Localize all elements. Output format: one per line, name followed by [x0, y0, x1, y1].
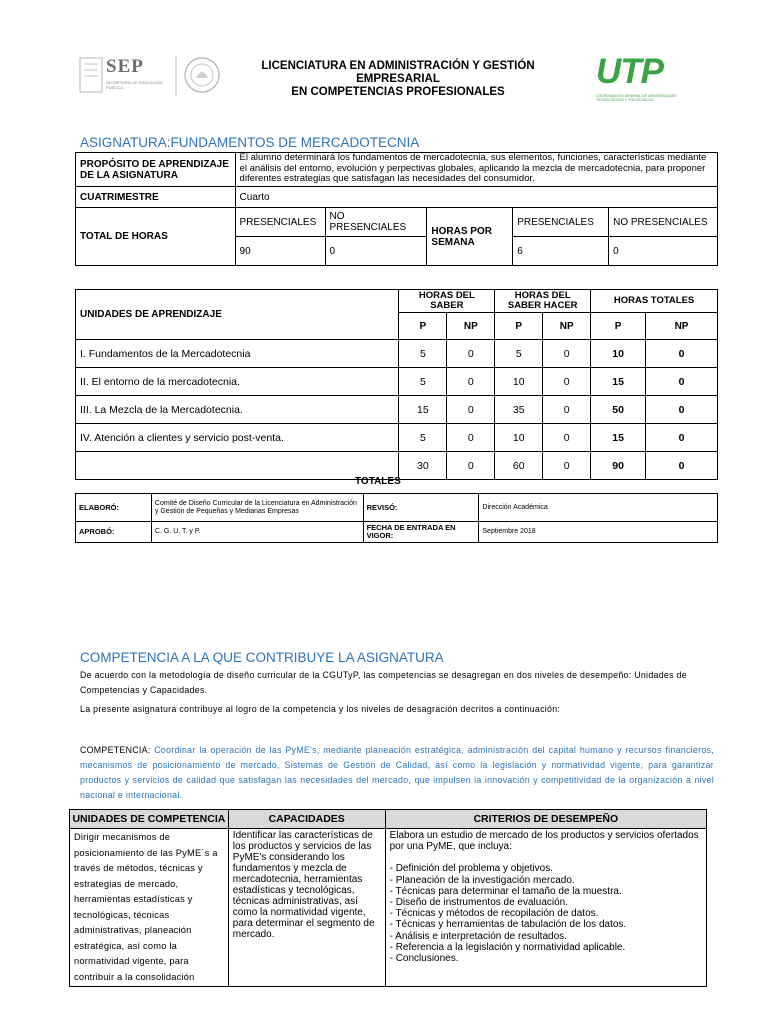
criterios-intro: Elabora un estudio de mercado de los productos y servicios ofertados por una PyME, que incluya:: [389, 830, 699, 853]
mexico-coat-of-arms-icon: [174, 52, 224, 98]
competencia-paragraph-2: La presente asignatura contribuye al logro de la competencia y los niveles de desagración decritos a continuación:: [80, 704, 561, 714]
sep-logo-subtext: SECRETARÍA DE EDUCACIÓN PÚBLICA: [106, 80, 163, 90]
unit-total-p: 10: [591, 340, 646, 368]
competencia-block: [80, 743, 714, 803]
unit-name: III. La Mezcla de la Mercadotecnia.: [76, 396, 399, 424]
unit-total-p: 50: [591, 396, 646, 424]
list-item: - Definición del problema y objetivos.: [389, 863, 554, 875]
list-item: - Conclusiones.: [389, 953, 459, 965]
unit-hacer-p: 10: [495, 368, 543, 396]
asignatura-info-table: [75, 152, 718, 266]
hacer-p-header: P: [495, 313, 543, 340]
list-item: - Técnicas para determinar el tamaño de la muestra.: [389, 885, 622, 897]
approval-table: [75, 493, 718, 543]
capacidades-header: CAPACIDADES: [228, 810, 385, 829]
horas-saber-hacer-header: HORAS DEL SABER HACER: [495, 290, 591, 313]
unit-hacer-np: 0: [543, 424, 591, 452]
total-saber-p: 30: [399, 452, 447, 480]
saber-p-header: P: [399, 313, 447, 340]
unit-name: IV. Atención a clientes y servicio post-venta.: [76, 424, 399, 452]
unit-hacer-p: 5: [495, 340, 543, 368]
fecha-value: Septiembre 2018: [479, 522, 718, 543]
semana-presenciales-label: PRESENCIALES: [513, 208, 609, 237]
elaboro-label: ELABORÓ:: [76, 494, 152, 522]
unit-total-p: 15: [591, 424, 646, 452]
unit-saber-p: 5: [399, 368, 447, 396]
unit-saber-np: 0: [447, 396, 495, 424]
capacidades-table: [69, 809, 707, 987]
competencia-paragraph-1: De acuerdo con la metodología de diseño curricular de la CGUTyP, las competencias se desagregan en dos niveles de desempeño: Unidades de Competencias y Capacidades.: [80, 670, 687, 695]
reviso-label: REVISÓ:: [363, 494, 479, 522]
totals-empty-cell: [76, 452, 399, 480]
semana-presenciales-value: 6: [513, 237, 609, 266]
competencia-label: COMPETENCIA:: [80, 745, 151, 755]
unit-hacer-np: 0: [543, 368, 591, 396]
unit-hacer-p: 35: [495, 396, 543, 424]
total-total-np: 0: [646, 452, 718, 480]
elaboro-value: Comité de Diseño Curricular de la Licenciatura en Administración y Gestión de Pequeñas y Medianas Empresas: [151, 494, 363, 522]
utp-logo-subtext: COORDINACIÓN GENERAL DE UNIVERSIDADES TECNOLÓGICAS Y POLITÉCNICAS: [596, 94, 677, 102]
sep-logo: [78, 52, 228, 100]
unit-saber-p: 5: [399, 340, 447, 368]
unit-total-np: 0: [646, 368, 718, 396]
header-title-line-1: LICENCIATURA EN ADMINISTRACIÓN Y GESTIÓN: [261, 60, 535, 72]
utp-logo-text: UTP: [596, 52, 663, 91]
cuatrimestre-value: Cuarto: [235, 187, 717, 208]
asignatura-title: ASIGNATURA:FUNDAMENTOS DE MERCADOTECNIA: [80, 135, 420, 150]
semana-no-presenciales-value: 0: [609, 237, 718, 266]
unit-saber-p: 15: [399, 396, 447, 424]
total-hacer-np: 0: [543, 452, 591, 480]
reviso-value: Dirección Académica: [479, 494, 718, 522]
unit-hacer-np: 0: [543, 340, 591, 368]
unidades-header: UNIDADES DE APRENDIZAJE: [76, 290, 399, 340]
presenciales-value: 90: [235, 237, 325, 266]
unidad-competencia-cell: Dirigir mecanismos de posicionamiento de las PyME`s a través de métodos, técnicas y estrategias de mercado, herramientas estadísticas y tecnológicas, técnicas administrativas, planeación estratégica, así como la normatividad vigente, para contribuir a la consolidación: [70, 829, 229, 987]
list-item: - Referencia a la legislación y normatividad aplicable.: [389, 941, 626, 953]
proposito-label: PROPÓSITO DE APRENDIZAJE DE LA ASIGNATURA: [76, 153, 236, 187]
list-item: - Planeación de la investigación mercado.: [389, 874, 575, 886]
competencia-title: COMPETENCIA A LA QUE CONTRIBUYE LA ASIGNATURA: [80, 650, 444, 665]
totales-label: TOTALES: [355, 476, 401, 487]
unit-saber-np: 0: [447, 368, 495, 396]
saber-np-header: NP: [447, 313, 495, 340]
unit-total-p: 15: [591, 368, 646, 396]
presenciales-label: PRESENCIALES: [235, 208, 325, 237]
table-row: [76, 368, 718, 396]
fecha-label: FECHA DE ENTRADA EN VIGOR:: [363, 522, 479, 543]
horas-totales-header: HORAS TOTALES: [591, 290, 718, 313]
unit-saber-np: 0: [447, 340, 495, 368]
proposito-value: El alumno determinará los fundamentos de mercadotecnia, sus elementos, funciones, características mediante el análisis del entorno, evolución y perpectivas globales, aplicando la mezcla de mercadotecnia, para proponer diferentes estrategias que satisfagan las necesidades del consumidor.: [235, 153, 717, 187]
unit-total-np: 0: [646, 340, 718, 368]
unit-name: II. El entorno de la mercadotecnia.: [76, 368, 399, 396]
unit-hacer-p: 10: [495, 424, 543, 452]
list-item: - Técnicas y herramientas de tabulación de los datos.: [389, 919, 627, 931]
utp-logo: [590, 52, 686, 104]
cuatrimestre-label: CUATRIMESTRE: [76, 187, 236, 208]
sep-emblem-icon: [78, 56, 104, 96]
table-row: [76, 424, 718, 452]
list-item: - Análisis e interpretación de resultados.: [389, 930, 567, 942]
criterios-header: CRITERIOS DE DESEMPEÑO: [385, 810, 706, 829]
capacidad-cell: Identificar las características de los productos y servicios de las PyME's considerando los fundamentos y mezcla de mercadotecnia, herramientas estadísticas y tecnológicas, técnicas administrativas, así como la normatividad vigente, para determinar el segmento de mercado.: [228, 829, 385, 987]
unit-hacer-np: 0: [543, 396, 591, 424]
unidades-table: [75, 289, 718, 480]
total-horas-label: TOTAL DE HORAS: [76, 208, 236, 266]
competencia-text: Coordinar la operación de las PyME's, mediante planeación estratégica, administración del capital humano y recursos financieros, mecanismos de posicionamiento de mercado, Sistemas de Gestión de Calidad, así como la legislación y normatividad vigente, para garantizar productos y servicios de calidad que satisfagan las necesidades del mercado, que impulsen la innovación y competitividad de la organización a nivel nacional e internacional.: [80, 745, 714, 800]
unidades-competencia-header: UNIDADES DE COMPETENCIA: [70, 810, 229, 829]
total-p-header: P: [591, 313, 646, 340]
sep-logo-text: SEP: [106, 56, 144, 77]
header-title: [238, 60, 558, 99]
aprobo-value: C. G. U. T. y P.: [151, 522, 363, 543]
total-hacer-p: 60: [495, 452, 543, 480]
total-np-header: NP: [646, 313, 718, 340]
no-presenciales-value: 0: [325, 237, 427, 266]
unit-name: I. Fundamentos de la Mercadotecnia: [76, 340, 399, 368]
no-presenciales-label: NO PRESENCIALES: [325, 208, 427, 237]
list-item: - Diseño de instrumentos de evaluación.: [389, 897, 569, 909]
unit-total-np: 0: [646, 424, 718, 452]
unit-saber-p: 5: [399, 424, 447, 452]
header-title-line-3: EN COMPETENCIAS PROFESIONALES: [291, 86, 505, 98]
header-title-line-2: EMPRESARIAL: [356, 73, 440, 85]
unit-saber-np: 0: [447, 424, 495, 452]
unit-total-np: 0: [646, 396, 718, 424]
total-saber-np: 0: [447, 452, 495, 480]
table-row: [76, 396, 718, 424]
list-item: - Técnicas y métodos de recopilación de datos.: [389, 908, 599, 920]
table-row: [76, 340, 718, 368]
criterios-cell: [385, 829, 706, 987]
horas-saber-header: HORAS DEL SABER: [399, 290, 495, 313]
semana-no-presenciales-label: NO PRESENCIALES: [609, 208, 718, 237]
total-total-p: 90: [591, 452, 646, 480]
hacer-np-header: NP: [543, 313, 591, 340]
aprobo-label: APROBÓ:: [76, 522, 152, 543]
horas-semana-label: HORAS POR SEMANA: [427, 208, 513, 266]
